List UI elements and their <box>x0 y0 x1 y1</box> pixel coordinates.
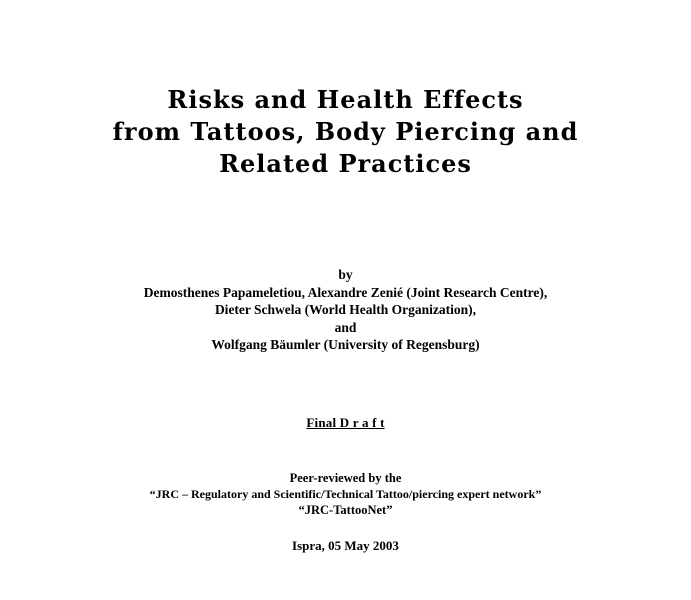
authors-by: by <box>338 267 353 282</box>
authors-and: and <box>334 319 357 335</box>
review-line-3: “JRC-TattooNet” <box>298 503 393 517</box>
draft-status <box>0 414 691 431</box>
place-date: Ispra, 05 May 2003 <box>292 538 399 553</box>
title-line-1: Risks and Health Effects <box>167 85 524 114</box>
authors-line-3: Wolfgang Bäumler (University of Regensburg) <box>211 337 480 352</box>
document-title <box>0 84 691 180</box>
review-block <box>0 470 691 518</box>
review-line-1: Peer-reviewed by the <box>289 471 402 485</box>
draft-status-label: Final D r a f t <box>306 415 385 430</box>
review-line-2: “JRC – Regulatory and Scientific/Technical Tattoo/piercing expert network” <box>149 487 542 501</box>
authors-block <box>0 266 691 354</box>
authors-line-2: Dieter Schwela (World Health Organization), <box>214 302 477 317</box>
authors-line-1: Demosthenes Papameletiou, Alexandre Zenié (Joint Research Centre), <box>143 284 548 300</box>
title-line-2: from Tattoos, Body Piercing and <box>112 117 579 146</box>
title-line-3: Related Practices <box>219 149 472 178</box>
